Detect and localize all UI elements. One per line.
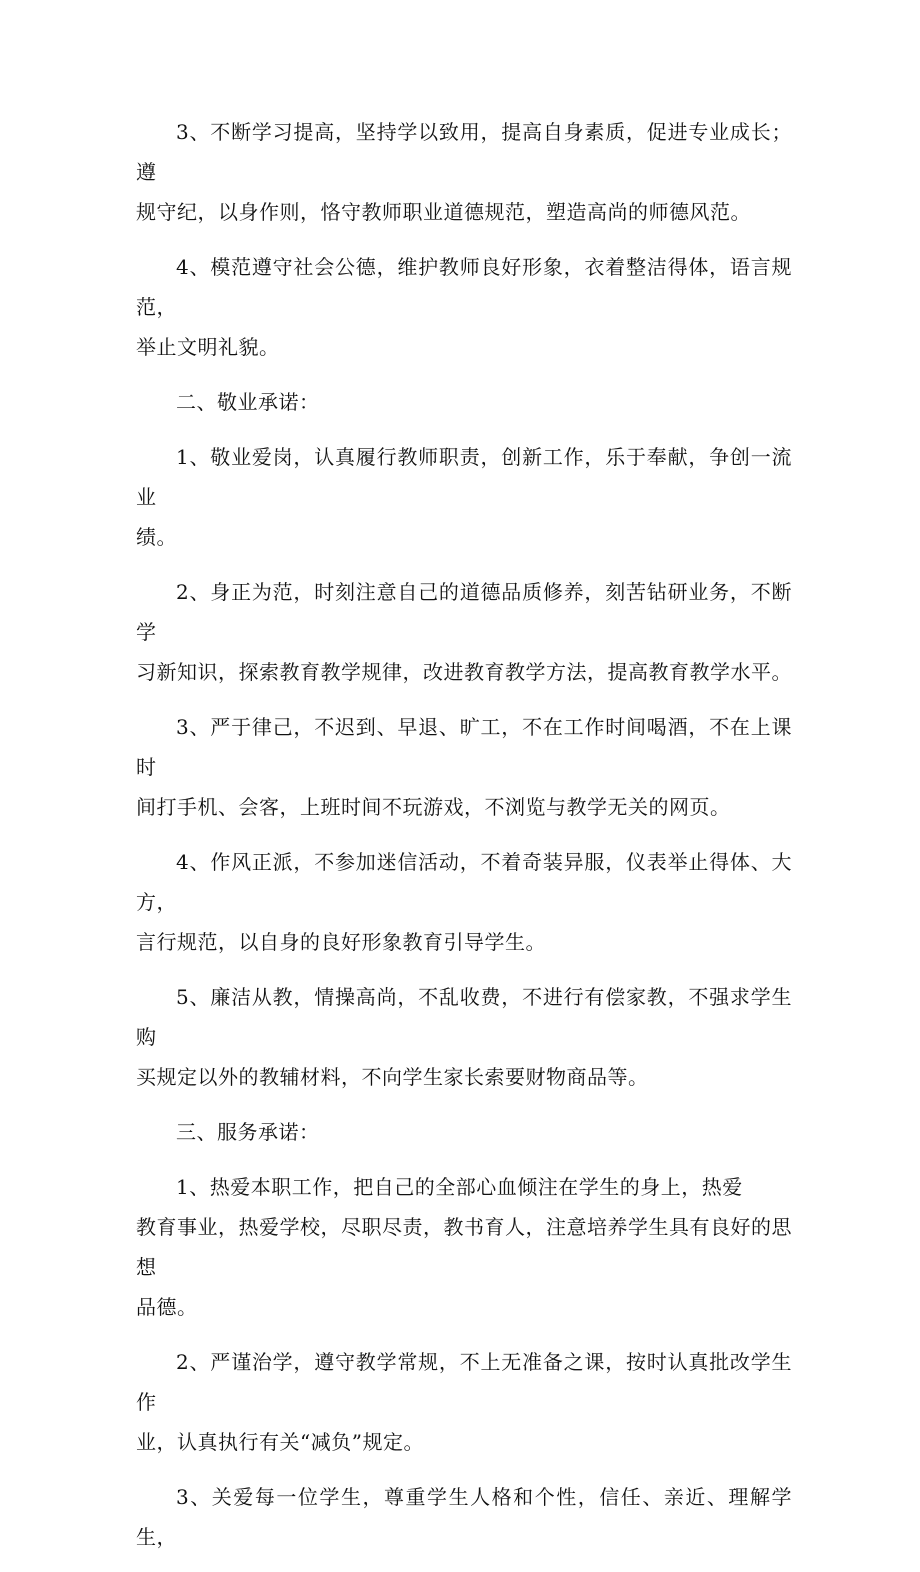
paragraph-service-1 <box>136 1167 792 1327</box>
heading-text: 三、服务承诺： <box>176 1120 320 1144</box>
paragraph-line: 1、热爱本职工作，把自己的全部心血倾注在学生的身上，热爱 <box>176 1175 743 1199</box>
section-heading-service <box>136 1112 792 1152</box>
paragraph-line: 4、作风正派，不参加迷信活动，不着奇装异服，仪表举止得体、大方， <box>136 850 792 914</box>
paragraph-line: 3、不断学习提高，坚持学以致用，提高自身素质，促进专业成长；遵 <box>136 120 792 184</box>
paragraph-line: 品德。 <box>136 1295 198 1319</box>
paragraph-line: 买规定以外的教辅材料，不向学生家长索要财物商品等。 <box>136 1065 649 1089</box>
paragraph-line: 业，认真执行有关“减负”规定。 <box>136 1430 424 1454</box>
paragraph-line: 举止文明礼貌。 <box>136 335 280 359</box>
paragraph-line: 教育事业，热爱学校，尽职尽责，教书育人，注意培养学生具有良好的思想 <box>136 1215 792 1279</box>
paragraph-dedication-5 <box>136 977 792 1097</box>
paragraph-line: 5、廉洁从教，情操高尚，不乱收费，不进行有偿家教，不强求学生购 <box>136 985 792 1049</box>
paragraph-line: 习新知识，探索教育教学规律，改进教育教学方法，提高教育教学水平。 <box>136 660 792 684</box>
section-heading-dedication <box>136 382 792 422</box>
paragraph-conduct-3 <box>136 112 792 232</box>
paragraph-line: 3、关爱每一位学生，尊重学生人格和个性，信任、亲近、理解学生， <box>136 1485 792 1549</box>
paragraph-line: 4、模范遵守社会公德，维护教师良好形象，衣着整洁得体，语言规范， <box>136 255 792 319</box>
paragraph-line: 言行规范，以自身的良好形象教育引导学生。 <box>136 930 546 954</box>
paragraph-line: 2、身正为范，时刻注意自己的道德品质修养，刻苦钻研业务，不断学 <box>136 580 792 644</box>
paragraph-line: 1、敬业爱岗，认真履行教师职责，创新工作，乐于奉献，争创一流业 <box>136 445 792 509</box>
paragraph-dedication-2 <box>136 572 792 692</box>
paragraph-line: 规守纪，以身作则，恪守教师职业道德规范，塑造高尚的师德风范。 <box>136 200 751 224</box>
paragraph-conduct-4 <box>136 247 792 367</box>
paragraph-service-3 <box>136 1477 792 1557</box>
paragraph-dedication-3 <box>136 707 792 827</box>
paragraph-service-2 <box>136 1342 792 1462</box>
heading-text: 二、敬业承诺： <box>176 390 320 414</box>
paragraph-line: 2、严谨治学，遵守教学常规，不上无准备之课，按时认真批改学生作 <box>136 1350 792 1414</box>
paragraph-dedication-1 <box>136 437 792 557</box>
paragraph-dedication-4 <box>136 842 792 962</box>
paragraph-line: 3、严于律己，不迟到、早退、旷工，不在工作时间喝酒，不在上课时 <box>136 715 792 779</box>
paragraph-line: 绩。 <box>136 525 177 549</box>
document-body <box>136 112 792 1572</box>
paragraph-line: 间打手机、会客，上班时间不玩游戏，不浏览与教学无关的网页。 <box>136 795 731 819</box>
